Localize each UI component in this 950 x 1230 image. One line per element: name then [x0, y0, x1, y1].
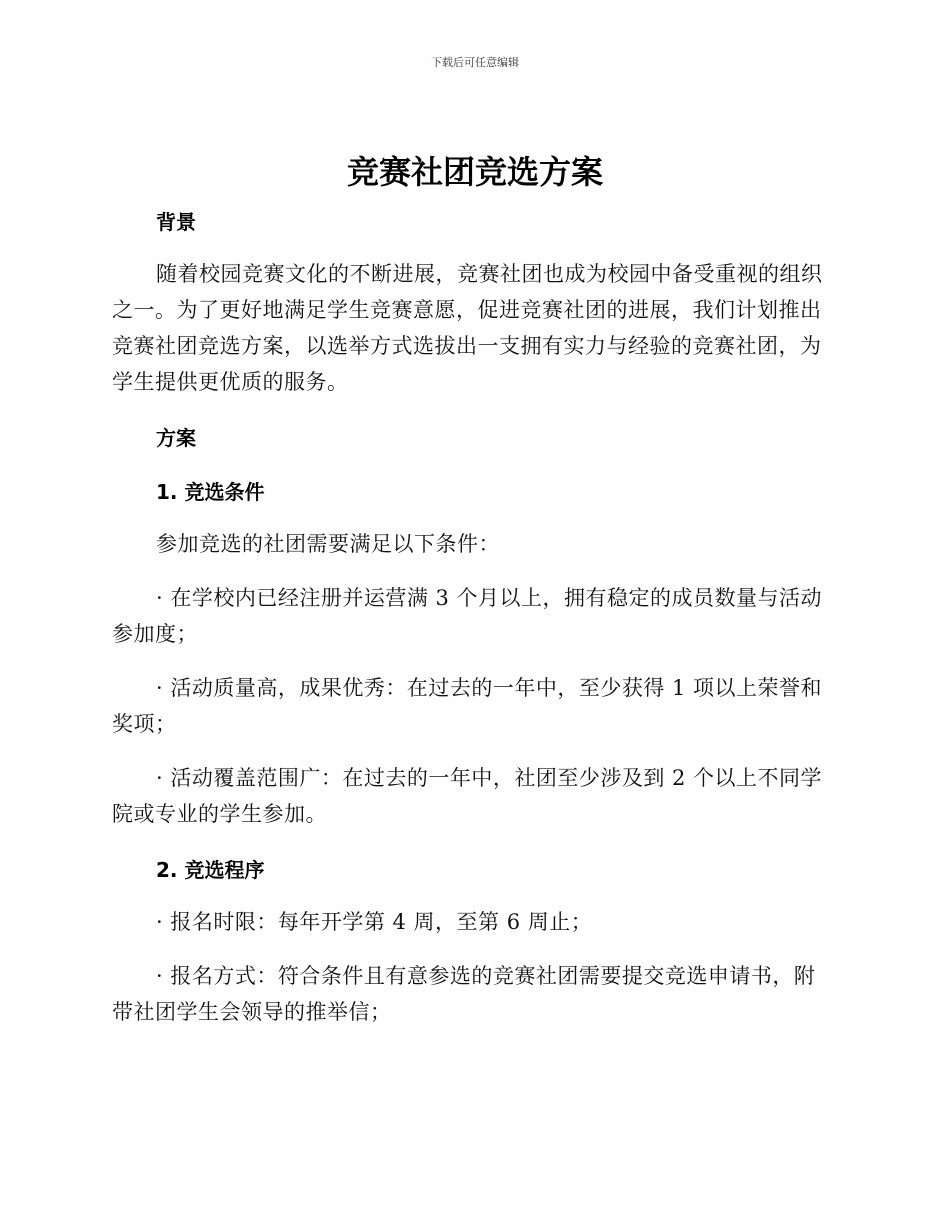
condition-item: · 活动质量高，成果优秀：在过去的一年中，至少获得 1 项以上荣誉和奖项；: [112, 676, 823, 736]
document-body: [112, 202, 832, 1030]
section-heading-procedure: 2. 竞选程序: [156, 858, 265, 882]
procedure-item: · 报名方式：符合条件且有意参选的竞赛社团需要提交竞选申请书，附带社团学生会领导的推举信；: [112, 964, 816, 1024]
background-paragraph: 随着校园竞赛文化的不断进展，竞赛社团也成为校园中备受重视的组织之一。为了更好地满足学生竞赛意愿，促进竞赛社团的进展，我们计划推出竞赛社团竞选方案，以选举方式选拔出一支拥有实力与经验的竞赛社团，为学生提供更优质的服务。: [112, 262, 823, 394]
section-heading-conditions: 1. 竞选条件: [156, 480, 265, 504]
document-title: 竞赛社团竞选方案: [346, 153, 603, 191]
condition-item: · 在学校内已经注册并运营满 3 个月以上，拥有稳定的成员数量与活动参加度；: [112, 586, 823, 646]
procedure-item: · 报名时限：每年开学第 4 周，至第 6 周止；: [156, 910, 593, 934]
section-heading-plan: 方案: [156, 426, 196, 450]
conditions-intro: 参加竞选的社团需要满足以下条件：: [156, 532, 500, 556]
condition-item: · 活动覆盖范围广：在过去的一年中，社团至少涉及到 2 个以上不同学院或专业的学生参加。: [112, 766, 823, 826]
section-heading-background: 背景: [156, 210, 196, 234]
page-header-note: 下载后可任意编辑: [431, 56, 519, 69]
